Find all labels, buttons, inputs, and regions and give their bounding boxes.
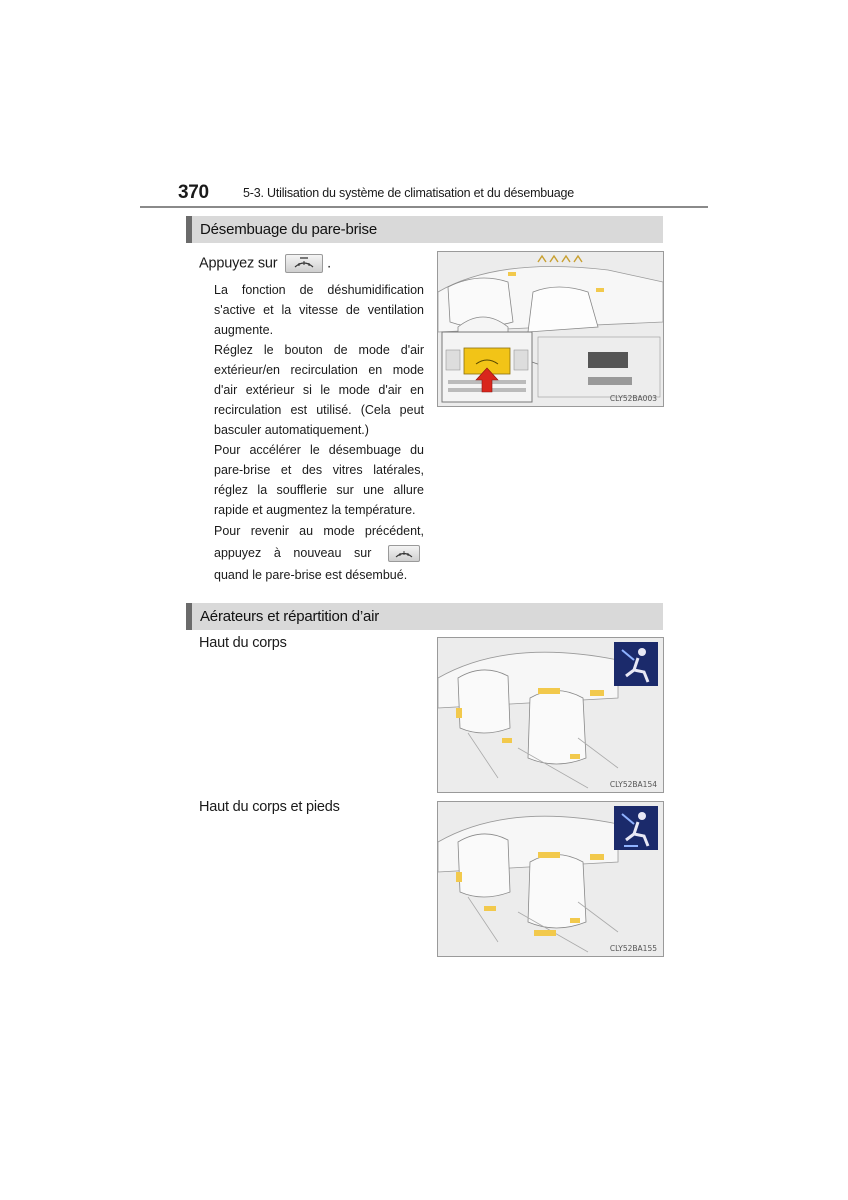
defog-instruction-suffix: . xyxy=(327,255,331,272)
vent-mode-label-upper-body: Haut du corps xyxy=(199,635,287,651)
windshield-defog-button-icon xyxy=(285,254,323,273)
vent-mode-label-upper-body-feet: Haut du corps et pieds xyxy=(199,799,340,815)
defog-instruction xyxy=(199,254,331,273)
defog-dashboard-illustration xyxy=(437,251,664,407)
page-number: 370 xyxy=(178,182,209,203)
defog-paragraph-2: Réglez le bouton de mode d'air extérieur/en recirculation en mode d'air extérieur si le mode d'air en recirculation est utilisé. (Cela peut basculer automatiquement.) xyxy=(214,343,424,437)
defog-paragraph-4-prefix: Pour revenir au mode précédent, appuyez à nouveau sur xyxy=(214,524,424,560)
windshield-defog-button-icon xyxy=(388,545,420,562)
defog-description xyxy=(214,280,424,586)
defog-paragraph-4 xyxy=(214,520,424,586)
defog-paragraph-1: La fonction de déshumidification s'active et la vitesse de ventilation augmente. xyxy=(214,283,424,337)
defog-instruction-prefix: Appuyez sur xyxy=(199,255,278,272)
defog-paragraph-3: Pour accélérer le désembuage du pare-brise et des vitres latérales, réglez la soufflerie sur une allure rapide et augmentez la température. xyxy=(214,443,424,517)
section-heading-vents: Aérateurs et répartition d’air xyxy=(186,603,663,630)
figure-code: CLY52BA154 xyxy=(609,780,657,789)
header-divider xyxy=(140,206,708,208)
figure-code: CLY52BA003 xyxy=(609,394,657,403)
figure-code: CLY52BA155 xyxy=(609,944,657,953)
defog-paragraph-4-suffix: quand le pare-brise est désembué. xyxy=(214,568,408,582)
section-heading-defog: Désembuage du pare-brise xyxy=(186,216,663,243)
upper-body-airflow-illustration xyxy=(437,637,664,793)
chapter-section-title: 5-3. Utilisation du système de climatisation et du désembuage xyxy=(243,186,575,200)
upper-body-feet-airflow-illustration xyxy=(437,801,664,957)
